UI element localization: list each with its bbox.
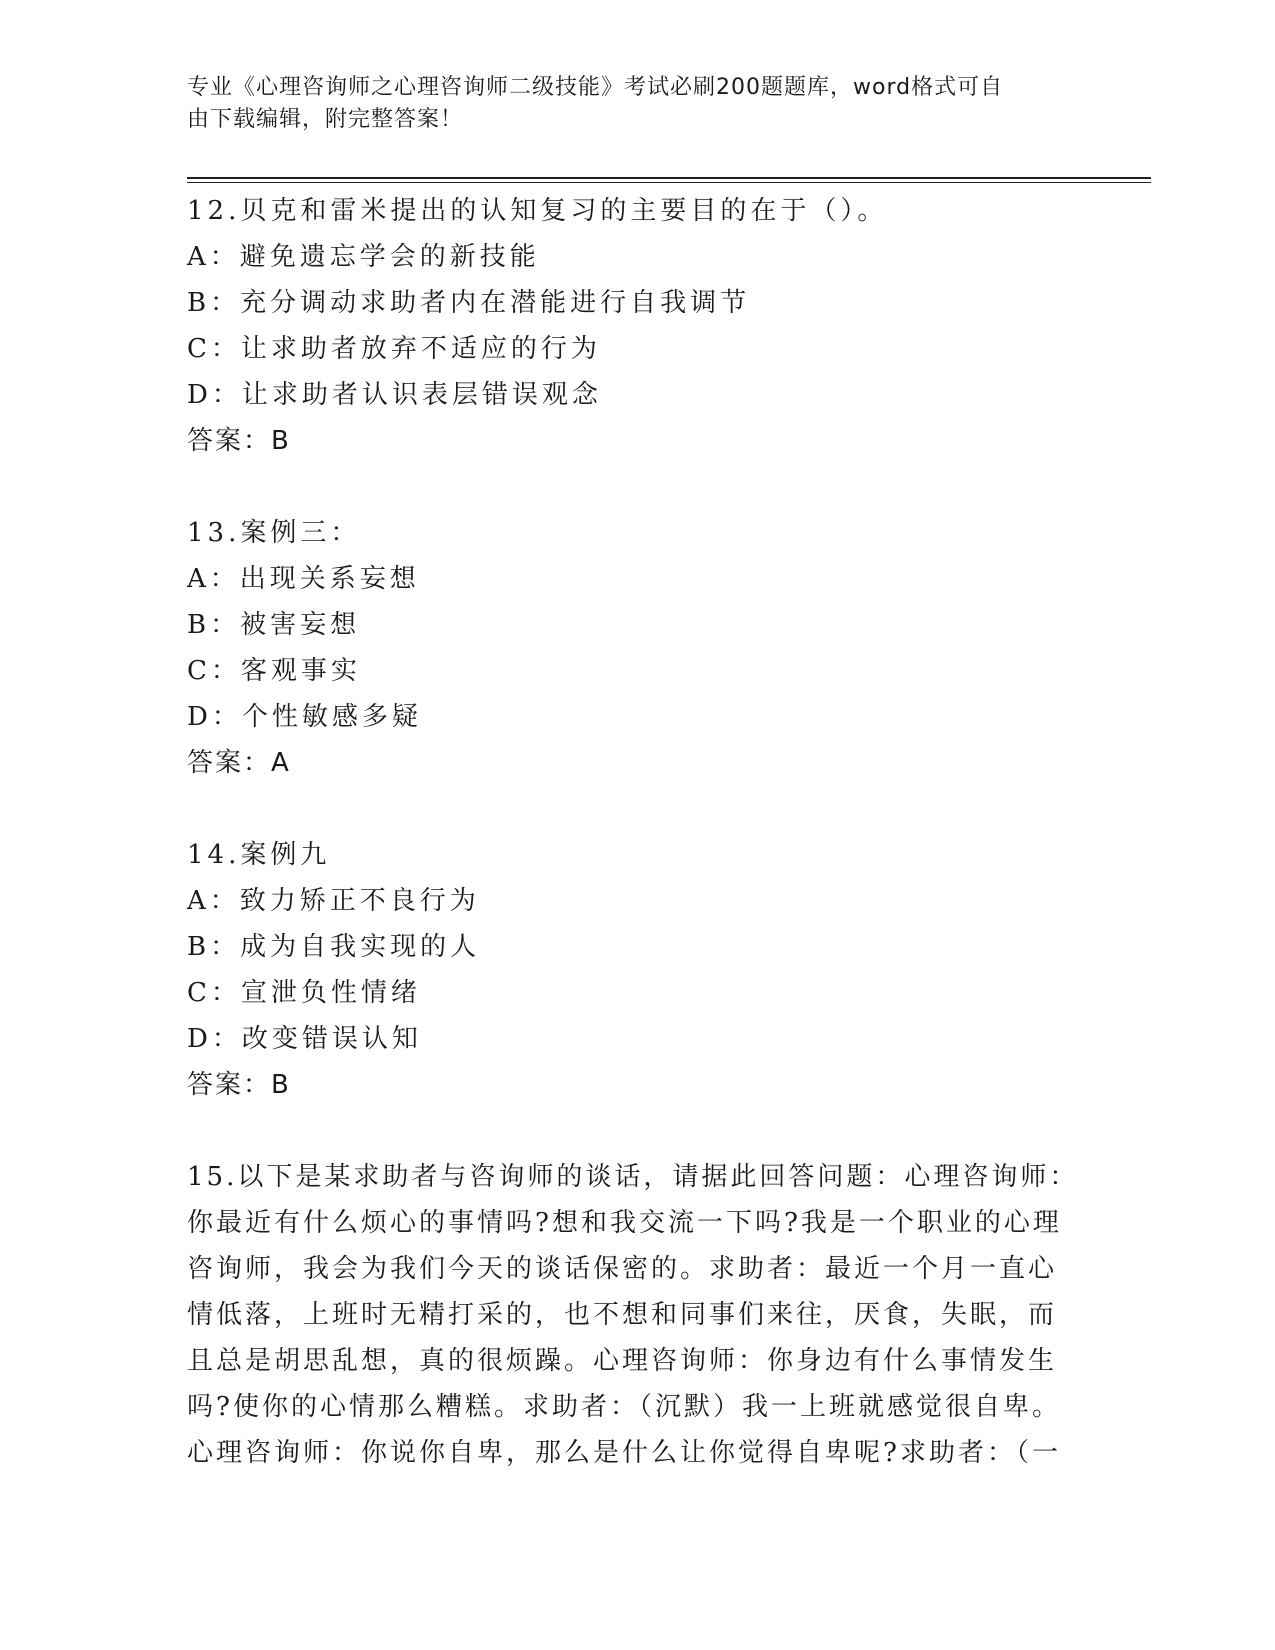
- paragraph-line: 你最近有什么烦心的事情吗?想和我交流一下吗?我是一个职业的心理: [187, 1208, 1062, 1238]
- paragraph-line: 15.以下是某求助者与咨询师的谈话，请据此回答问题：心理咨询师：: [187, 1162, 1079, 1192]
- option-c: C：宣泄负性情绪: [187, 978, 421, 1008]
- paragraph-line: 咨询师，我会为我们今天的谈话保密的。求助者：最近一个月一直心: [187, 1254, 1058, 1284]
- header-line-1: 专业《心理咨询师之心理咨询师二级技能》考试必刷200题题库，word格式可自: [187, 75, 1004, 100]
- paragraph-line: 且总是胡思乱想，真的很烦躁。心理咨询师：你身边有什么事情发生: [187, 1346, 1058, 1376]
- header-line-2: 由下载编辑，附完整答案！: [187, 107, 464, 132]
- document-header: [187, 72, 1067, 136]
- question-list: [187, 188, 1079, 1476]
- option-b: B：被害妄想: [187, 610, 361, 640]
- option-a: A：出现关系妄想: [187, 564, 420, 594]
- option-c: C：让求助者放弃不适应的行为: [187, 334, 601, 364]
- option-d: D：改变错误认知: [187, 1024, 422, 1054]
- header-divider-thin: [187, 182, 1151, 183]
- option-b: B：充分调动求助者内在潜能进行自我调节: [187, 288, 751, 318]
- question-13: [187, 510, 1067, 786]
- question-stem: 12.贝克和雷米提出的认知复习的主要目的在于（）。: [187, 196, 888, 226]
- paragraph-line: 吗?使你的心情那么糟糕。求助者：（沉默）我一上班就感觉很自卑。: [187, 1392, 1061, 1422]
- paragraph-line: 情低落，上班时无精打采的，也不想和同事们来往，厌食，失眠，而: [187, 1300, 1058, 1330]
- paragraph-line: 心理咨询师：你说你自卑，那么是什么让你觉得自卑呢?求助者：（一: [187, 1438, 1061, 1468]
- question-stem: 14.案例九: [187, 840, 331, 870]
- question-stem: 13.案例三：: [187, 518, 361, 548]
- spacer: [187, 1108, 1067, 1154]
- question-12: [187, 188, 1067, 464]
- question-15: [187, 1154, 1079, 1476]
- header-divider-thick: [187, 177, 1151, 179]
- answer: 答案：B: [187, 1070, 291, 1100]
- answer: 答案：A: [187, 748, 291, 778]
- spacer: [187, 464, 1067, 510]
- option-a: A：避免遗忘学会的新技能: [187, 242, 540, 272]
- option-b: B：成为自我实现的人: [187, 932, 481, 962]
- option-c: C：客观事实: [187, 656, 361, 686]
- option-d: D：让求助者认识表层错误观念: [187, 380, 602, 410]
- option-a: A：致力矫正不良行为: [187, 886, 480, 916]
- question-14: [187, 832, 1067, 1108]
- spacer: [187, 786, 1067, 832]
- option-d: D：个性敏感多疑: [187, 702, 422, 732]
- answer: 答案：B: [187, 426, 291, 456]
